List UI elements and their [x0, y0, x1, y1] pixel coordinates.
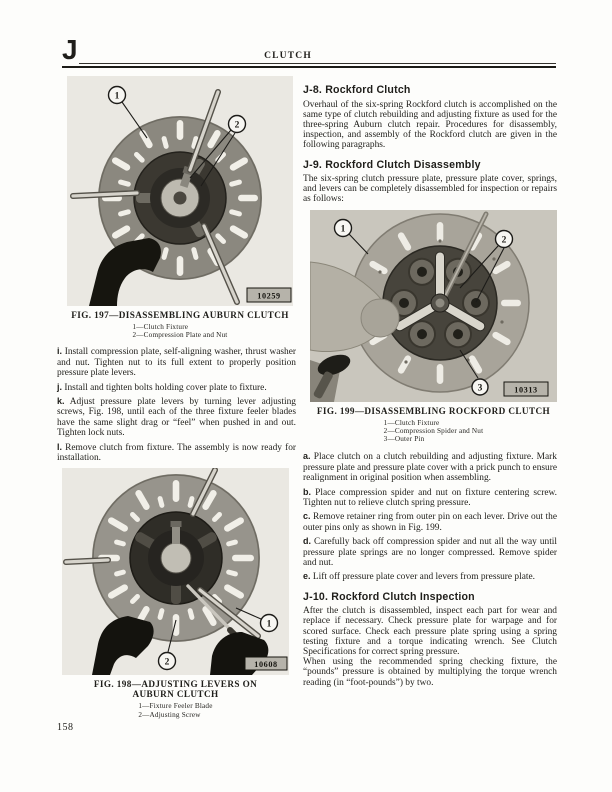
legend-line: 2—Compression Spider and Nut: [383, 427, 484, 436]
step-label: b.: [303, 486, 311, 497]
svg-text:10259: 10259: [257, 291, 281, 301]
heading-j10: J-10. Rockford Clutch Inspection: [303, 590, 475, 603]
heading-j9: J-9. Rockford Clutch Disassembly: [303, 158, 481, 171]
page-number: 158: [57, 722, 74, 733]
paragraph-j10-2: When using the recommended spring checking fixture, the “pounds” pressure is obtained by multiplying the torque wrench reading (in “foot-pounds”) by two.: [303, 657, 557, 688]
svg-text:2: 2: [164, 657, 170, 668]
header-rule-thick: [62, 66, 556, 69]
step-text: Remove retainer ring from outer pin on each lever. Drive out the outer pins only as shown in Fig. 199.: [303, 512, 557, 533]
paragraph-j10-1: After the clutch is disassembled, inspect each part for wear and replace if necessary. Check pressure plate for warpage and for scored surface. Check each pressure plate spring using a spring testing fixture and a torque indicating wrench. See Clutch Specifications for correct spring pressure.: [303, 606, 557, 657]
step-text: Install compression plate, self-aligning washer, thrust washer and nut. Tighten nut to its full extent to properly position pressure plate levers.: [57, 347, 296, 378]
figure-199-legend: [310, 419, 557, 447]
svg-text:10608: 10608: [254, 659, 278, 669]
legend-line: 1—Clutch Fixture: [383, 418, 440, 427]
paragraph-j9: The six-spring clutch pressure plate, pressure plate cover, springs, and levers can be completely disassembled for inspection or repairs as follows:: [303, 174, 557, 205]
photo-id-tag: [504, 382, 548, 396]
svg-text:3: 3: [477, 383, 483, 394]
svg-text:1: 1: [114, 91, 120, 102]
paragraph-c: [303, 511, 557, 532]
svg-text:2: 2: [234, 120, 240, 131]
paragraph-a: [303, 451, 557, 483]
legend-line: 2—Adjusting Screw: [138, 710, 201, 719]
figure-198: [62, 468, 289, 722]
paragraph-k: [57, 396, 296, 438]
svg-text:1: 1: [340, 224, 346, 235]
step-text: Lift off pressure plate cover and levers from pressure plate.: [312, 572, 535, 583]
step-label: i.: [57, 346, 63, 357]
caption-line: AUBURN CLUTCH: [132, 689, 219, 700]
figure-199-caption: FIG. 199—DISASSEMBLING ROCKFORD CLUTCH: [316, 405, 551, 416]
figure-197-photo: [67, 76, 293, 306]
figure-197-legend: [67, 323, 293, 342]
step-text: Adjust pressure plate levers by turning lever adjusting screws, Fig. 198, until each of the three fixture feeler blades have the same slight drag or “feel” when pushed in and out. Tighten lock nuts.: [57, 397, 296, 438]
figure-199-photo: [310, 210, 557, 402]
paragraph-j8: Overhaul of the six-spring Rockford clutch is accomplished on the same type of clutch rebuilding and adjusting fixture as used for the three-spring Auburn clutch repair. Procedures for disassembly, inspection, and assembly of the Rockford clutch are given in the following paragraphs.: [303, 99, 557, 151]
paragraph-b: [303, 487, 557, 508]
step-label: c.: [303, 511, 311, 522]
step-text: Place compression spider and nut on fixture centering screw. Tighten nut to relieve clutch spring pressure.: [303, 487, 557, 508]
paragraph-i: [57, 346, 296, 378]
photo-id-tag: [247, 288, 291, 302]
photo-id-tag: [245, 657, 287, 670]
header-rule-thin: [79, 63, 556, 64]
step-label: d.: [303, 536, 311, 547]
step-label: l.: [57, 441, 63, 452]
step-label: e.: [303, 571, 311, 582]
step-label: k.: [57, 396, 65, 407]
legend-line: 2—Compression Plate and Nut: [132, 331, 228, 340]
figure-198-legend: [62, 702, 289, 721]
page-title: CLUTCH: [264, 51, 312, 61]
step-text: Remove clutch from fixture. The assembly is now ready for installation.: [57, 442, 297, 463]
legend-line: 3—Outer Pin: [383, 435, 425, 444]
legend-line: 1—Fixture Feeler Blade: [138, 702, 213, 711]
figure-198-photo: [62, 468, 289, 675]
step-label: j.: [57, 381, 63, 392]
paragraph-l: [57, 442, 296, 463]
paragraph-e: [303, 571, 557, 582]
paragraph-d: [303, 536, 557, 568]
step-text: Carefully back off compression spider and nut all the way until pressure plate springs are no longer compressed. Remove spider and nut.: [303, 537, 558, 568]
paragraph-j: [57, 382, 296, 393]
figure-197-caption: FIG. 197—DISASSEMBLING AUBURN CLUTCH: [71, 310, 289, 320]
caption-line: FIG. 198—ADJUSTING LEVERS ON: [93, 678, 258, 689]
figure-199: [310, 210, 557, 447]
step-text: Place clutch on a clutch rebuilding and adjusting fixture. Mark pressure plate and pressure plate cover with a prick punch to ensure realignment in original position when assembling.: [303, 452, 557, 483]
svg-text:10313: 10313: [514, 385, 538, 395]
svg-text:2: 2: [501, 235, 507, 246]
right-column: [303, 84, 557, 691]
left-column: [57, 76, 296, 726]
figure-197: [67, 76, 293, 342]
fist: [361, 299, 399, 337]
section-letter: J: [62, 34, 78, 65]
figure-198-caption: [62, 679, 289, 700]
step-label: a.: [303, 451, 311, 462]
svg-text:1: 1: [266, 619, 272, 630]
heading-j8: J-8. Rockford Clutch: [303, 84, 411, 96]
step-text: Install and tighten bolts holding cover plate to fixture.: [64, 382, 267, 393]
legend-line: 1—Clutch Fixture: [132, 323, 189, 331]
